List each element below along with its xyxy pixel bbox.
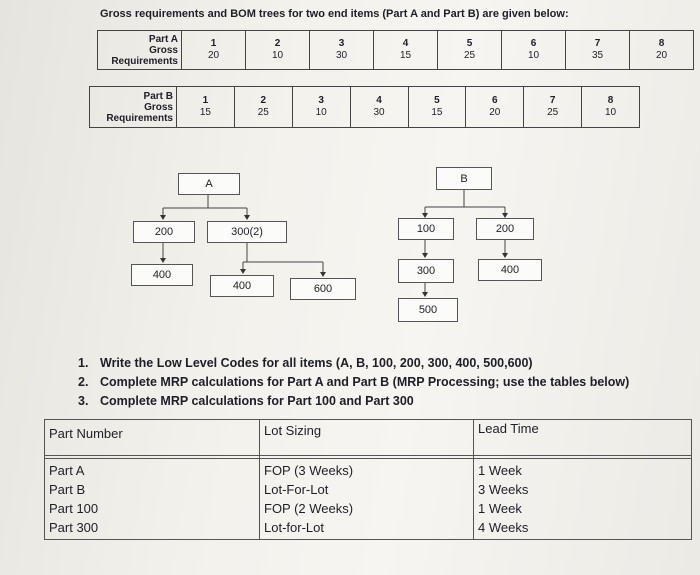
bom-node-label: 500 — [418, 304, 438, 316]
gross-value: 20 — [655, 50, 668, 61]
bom-b-node-400 — [478, 259, 542, 281]
gross-value: 15 — [399, 50, 412, 61]
gross-value: 15 — [199, 107, 211, 118]
gross-value: 20 — [207, 50, 220, 61]
question-text: Write the Low Level Codes for all items (A, B, 100, 200, 300, 400, 500,600) — [100, 356, 533, 370]
period-number: 4 — [376, 95, 382, 106]
period-number: 6 — [492, 95, 498, 106]
period-number: 6 — [530, 38, 537, 49]
period-number: 2 — [260, 95, 267, 106]
part-number-cell: Part B — [49, 482, 86, 497]
gross-value: 25 — [547, 107, 559, 118]
question-text: Complete MRP calculations for Part A and Part B (MRP Processing; use the tables below) — [100, 375, 630, 389]
table-header-row — [45, 420, 692, 456]
question-number: 3. — [78, 394, 89, 408]
period-number: 5 — [466, 38, 473, 49]
gross-value: 30 — [335, 50, 348, 61]
lot-sizing-column — [260, 459, 474, 540]
header-lead-time: Lead Time — [474, 420, 692, 456]
bom-node-label: A — [205, 178, 213, 190]
gross-value: 10 — [315, 107, 327, 118]
period-number: 7 — [549, 95, 556, 106]
lead-time-cell: 4 Weeks — [478, 520, 529, 535]
period-number: 8 — [658, 38, 665, 49]
gross-value: 35 — [591, 50, 604, 61]
period-number: 3 — [318, 95, 324, 106]
period-number: 3 — [338, 38, 345, 49]
period-number: 8 — [607, 95, 614, 106]
gross-value: 25 — [463, 50, 476, 61]
lead-time-column — [474, 459, 692, 540]
period-number: 5 — [434, 95, 440, 106]
page-title: Gross requirements and BOM trees for two end items (Part A and Part B) are given below: — [100, 8, 569, 20]
gross-value: 10 — [271, 50, 284, 61]
table-data-row — [45, 459, 692, 540]
gross-value: 15 — [431, 107, 443, 118]
bom-node-label: 300 — [416, 265, 436, 277]
lot-sizing-cell: Lot-For-Lot — [264, 482, 329, 497]
header-lot-sizing: Lot Sizing — [260, 420, 474, 456]
part-number-cell: Part 100 — [49, 501, 99, 516]
bom-node-label: 400 — [500, 264, 520, 276]
part-a-requirements-label: Requirements — [111, 55, 178, 67]
bom-a-node-600 — [290, 278, 356, 300]
period-number: 7 — [594, 38, 601, 49]
bom-node-label: 100 — [416, 223, 436, 235]
bom-b-node-200 — [476, 218, 534, 240]
part-b-requirements-label: Requirements — [106, 112, 173, 124]
question-3 — [78, 394, 414, 408]
question-2 — [78, 375, 629, 389]
bom-a-node-400-mid — [210, 275, 274, 297]
bom-b-node-100 — [398, 218, 454, 240]
header-part-number: Part Number — [45, 420, 260, 456]
bom-node-label: 200 — [154, 226, 174, 238]
lot-sizing-cell: FOP (3 Weeks) — [264, 463, 354, 478]
bom-node-label: 400 — [232, 280, 252, 292]
part-a-label: Part A — [148, 33, 178, 45]
question-number: 1. — [78, 356, 89, 370]
question-1 — [78, 356, 533, 370]
gross-value: 25 — [257, 107, 269, 118]
part-number-cell: Part A — [49, 463, 85, 478]
lot-sizing-cell: FOP (2 Weeks) — [264, 501, 354, 516]
question-text: Complete MRP calculations for Part 100 and Part 300 — [100, 394, 414, 408]
bom-a-node-200 — [133, 221, 195, 243]
period-number: 4 — [402, 38, 409, 49]
bom-node-label: 200 — [495, 223, 515, 235]
bom-node-label: 300(2) — [231, 226, 263, 238]
bom-node-label: 600 — [313, 283, 333, 295]
part-a-gross-label: Gross — [149, 44, 178, 56]
bom-node-label: B — [460, 172, 468, 185]
bom-a-node-400-left — [131, 264, 193, 286]
gross-value: 30 — [373, 107, 385, 118]
question-number: 2. — [78, 375, 89, 389]
bom-a-node-300 — [207, 221, 287, 243]
part-b-gross-label: Gross — [144, 101, 173, 113]
lot-sizing-cell: Lot-for-Lot — [264, 520, 324, 535]
gross-value: 10 — [527, 50, 540, 61]
lead-time-cell: 3 Weeks — [478, 482, 529, 497]
part-b-label: Part B — [143, 90, 173, 102]
lead-time-cell: 1 Week — [478, 463, 522, 478]
part-number-column — [45, 459, 260, 540]
gross-value: 20 — [489, 107, 501, 118]
bom-b-node-500 — [398, 298, 458, 322]
period-number: 1 — [210, 38, 217, 49]
period-number: 1 — [202, 95, 209, 106]
bom-b-root-node — [436, 167, 492, 190]
part-number-cell: Part 300 — [49, 520, 99, 535]
period-number: 2 — [274, 38, 281, 49]
bom-node-label: 400 — [152, 269, 172, 281]
lot-sizing-lead-time-table — [44, 419, 692, 540]
gross-value: 10 — [605, 107, 617, 118]
bom-b-node-300 — [398, 259, 454, 283]
lead-time-cell: 1 Week — [478, 501, 522, 516]
bom-a-root-node — [178, 173, 240, 195]
